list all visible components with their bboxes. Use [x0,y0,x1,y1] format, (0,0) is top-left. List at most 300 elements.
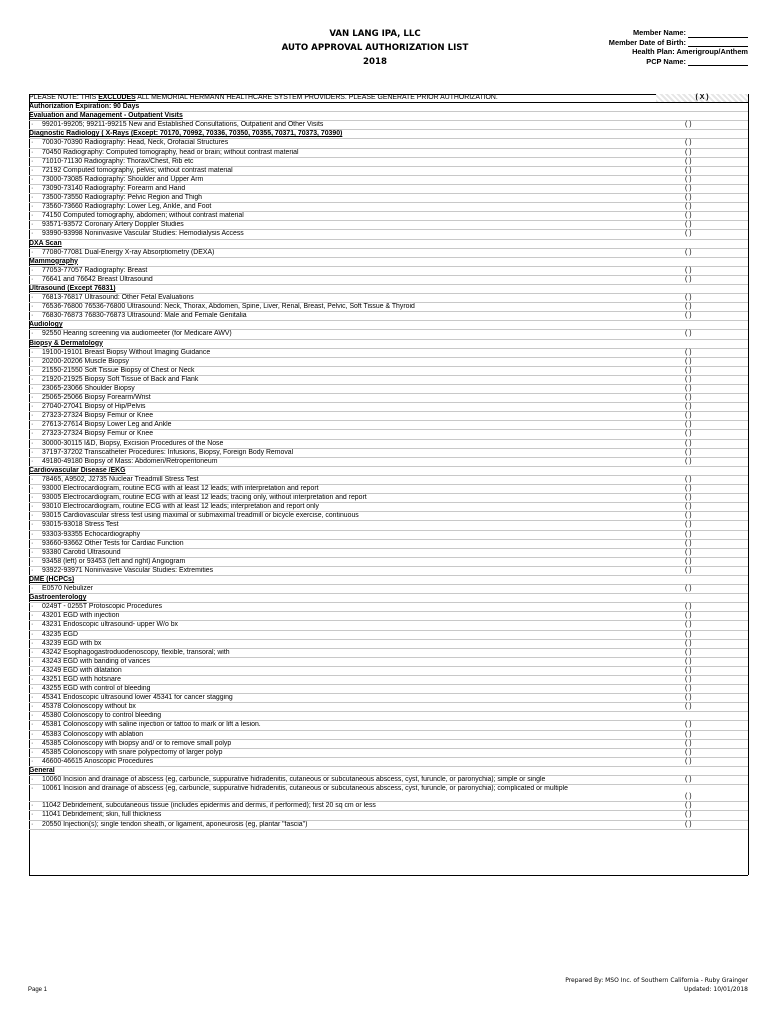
approval-checkbox[interactable]: ( ) [685,730,692,738]
procedure-description: 23065-23066 Shoulder Biopsy [42,385,135,392]
procedure-row [29,312,748,321]
section-title: Authorization Expiration: 90 Days [29,103,140,111]
procedure-row [29,349,748,358]
section-title: Diagnostic Radiology ( X-Rays (Except: 70170, 70992, 70336, 70350, 70355, 70371, 70373, 70390) [29,130,343,138]
procedure-description: 10060 Incision and drainage of abscess (eg, carbuncle, suppurative hidradenitis, cutaneous or subcutaneous abscess, cyst, furuncle, or paronychia); simple or single [42,776,546,784]
member-info-block [552,28,748,66]
procedure-row [29,267,748,276]
section-header [29,240,748,249]
procedure-row [29,776,748,785]
approval-checkbox[interactable]: ( ) [685,748,692,756]
bullet-icon: · [31,485,34,493]
procedure-description: 71010-71130 Radiography: Thorax/Chest, Rib etc [42,157,194,165]
procedure-row [29,585,748,594]
approval-checkbox[interactable]: ( ) [685,503,692,511]
title-line-list: AUTO APPROVAL AUTHORIZATION LIST [281,43,469,53]
procedure-row [29,139,748,148]
procedure-row [29,440,748,449]
bullet-icon: · [31,357,34,365]
procedure-description: 93303-93355 Echocardiography [42,530,141,538]
procedure-description: 99201-99205; 99211-99215 New and Established Consultations, Outpatient and Other Visits [42,121,324,129]
notice-emphasis: EXCLUDES [98,94,136,101]
procedure-row [29,421,748,430]
health-plan-label: Health Plan: Amerigroup/Anthem [632,47,748,57]
approval-checkbox[interactable]: ( ) [685,639,692,647]
approval-checkbox[interactable]: ( ) [685,266,692,274]
approval-checkbox[interactable]: ( ) [685,385,692,392]
pcp-name-label: PCP Name: [646,56,686,66]
procedure-description: 45341 Endoscopic ultrasound lower 45341 for cancer stagging [42,694,233,702]
bullet-icon: · [31,330,34,338]
procedure-row [29,149,748,158]
bullet-icon: · [31,639,34,647]
procedure-row [29,631,748,640]
approval-checkbox[interactable]: ( ) [685,148,692,156]
approval-checkbox[interactable]: ( ) [685,194,692,202]
procedure-row [29,394,748,403]
bullet-icon: · [31,194,34,202]
procedure-row [29,476,748,485]
procedure-row [29,821,748,830]
bullet-icon: · [31,394,34,402]
section-title: Ultrasound (Except 76831) [29,284,116,292]
procedure-row [29,740,748,749]
approval-checkbox[interactable]: ( ) [685,403,692,411]
section-title: Mammography [29,257,79,265]
procedure-description: 93990-93998 Noninvasive Vascular Studies: Hemodialysis Access [42,230,244,238]
procedure-row [29,512,748,521]
approval-checkbox[interactable]: ( ) [685,457,692,465]
health-plan-field [552,47,748,57]
procedure-description: 93000 Electrocardiogram, routine ECG with at least 12 leads; with interpretation and report [42,485,319,493]
procedure-description: 45385 Colonoscopy with biopsy and/ or to remove small polyp [42,739,232,747]
procedure-row [29,158,748,167]
approval-checkbox[interactable]: ( ) [685,412,692,420]
bullet-icon: · [31,412,34,420]
procedure-row [29,731,748,740]
procedure-description: 93380 Carotid Ultrasound [42,548,121,556]
approval-checkbox[interactable]: ( ) [685,811,692,819]
procedure-row [29,649,748,658]
approval-checkbox[interactable]: ( ) [685,793,692,801]
bullet-icon: · [31,221,34,229]
bullet-icon: · [31,430,34,438]
procedure-row [29,367,748,376]
procedure-row [29,531,748,540]
procedure-description: 43231 Endoscopic ultrasound- upper W/o bx [42,621,178,629]
section-title: Cardiovascular Disease /EKG [29,466,126,474]
rows-container [29,103,748,830]
approval-checkbox[interactable]: ( ) [685,603,692,611]
footer-credits [520,977,748,994]
approval-checkbox[interactable]: ( ) [685,703,692,711]
approval-checkbox[interactable]: ( ) [685,421,692,429]
procedure-description: 49180-49180 Biopsy of Mass: Abdomen/Retroperitoneum [42,457,218,465]
procedure-description: 76536-76800 76536-76800 Ultrasound: Neck, Thorax, Abdomen, Spine, Liver, Renal, Breast, Pelvic, Soft Tissue & Thyroid [42,303,415,311]
approval-checkbox[interactable]: ( ) [685,521,692,529]
procedure-row [29,494,748,503]
bullet-icon: · [31,603,34,611]
bullet-icon: · [31,457,34,465]
procedure-row [29,603,748,612]
bullet-icon: · [31,557,34,565]
bullet-icon: · [31,785,34,793]
procedure-description: 45380 Colonoscopy to control bleeding [42,712,162,720]
procedure-description: 46600-46615 Anoscopic Procedures [42,757,154,765]
bullet-icon: · [31,148,34,156]
approval-checkbox[interactable]: ( ) [685,557,692,565]
procedure-description: 77053-77057 Radiography: Breast [42,266,148,274]
bullet-icon: · [31,539,34,547]
title-line-year: 2018 [363,57,387,67]
bullet-icon: · [31,811,34,819]
section-title: DXA Scan [29,239,62,247]
procedure-row [29,749,748,758]
bullet-icon: · [31,275,34,283]
approval-checkbox[interactable]: ( ) [685,221,692,229]
section-header [29,767,748,776]
procedure-row [29,721,748,730]
procedure-description: 72192 Computed tomography, pelvis; without contrast material [42,166,233,174]
procedure-description: 10061 Incision and drainage of abscess (eg, carbuncle, suppurative hidradenitis, cutaneous or subcutaneous abscess, cyst, furuncle, or paronychia); complicated or multiple [42,785,568,793]
notice-text [29,94,651,102]
approval-checkbox[interactable]: ( ) [685,494,692,502]
procedure-description: 45385 Colonoscopy with snare polypectomy of larger polyp [42,748,223,756]
approval-checkbox[interactable]: ( ) [685,312,692,320]
procedure-row [29,621,748,630]
approval-checkbox[interactable]: ( ) [685,685,692,693]
notice-row [29,94,748,103]
procedure-description: 93015 Cardiovascular stress test using maximal or submaximal treadmill or bicycle exercise, continuous [42,512,359,520]
approval-checkbox[interactable]: ( ) [685,820,692,828]
procedure-row [29,458,748,467]
table-border-bottom [29,875,748,876]
procedure-description: 76641 and 76642 Breast Ultrasound [42,275,153,283]
approval-checkbox[interactable]: ( ) [685,184,692,192]
info-row [29,103,748,112]
procedure-row [29,785,748,802]
approval-checkbox[interactable]: ( ) [685,539,692,547]
procedure-row [29,567,748,576]
procedure-row [29,485,748,494]
section-title: General [29,766,55,774]
member-name-field[interactable] [552,28,748,38]
document-title [250,27,500,69]
bullet-icon: · [31,448,34,456]
procedure-row [29,276,748,285]
approval-checkbox[interactable]: ( ) [685,630,692,638]
pcp-name-line[interactable] [688,57,748,66]
member-dob-label: Member Date of Birth: [608,37,686,47]
procedure-description: 21550-21550 Soft Tissue Biopsy of Chest or Neck [42,366,195,374]
bullet-icon: · [31,166,34,174]
member-dob-field[interactable] [552,38,748,48]
procedure-description: 93010 Electrocardiogram, routine ECG with at least 12 leads; interpretation and report only [42,503,319,511]
procedure-description: 93015-93018 Stress Test [42,521,119,529]
approval-checkbox[interactable]: ( ) [685,694,692,702]
bullet-icon: · [31,802,34,810]
procedure-row [29,811,748,820]
bullet-icon: · [31,494,34,502]
member-name-line[interactable] [688,29,748,38]
bullet-icon: · [31,512,34,520]
bullet-icon: · [31,248,34,256]
approval-checkbox[interactable]: ( ) [685,612,692,620]
bullet-icon: · [31,566,34,574]
notice-checkbox[interactable]: ( X ) [656,94,748,102]
approval-checkbox[interactable]: ( ) [685,303,692,311]
bullet-icon: · [31,403,34,411]
procedure-description: 73090-73140 Radiography: Forearm and Hand [42,184,186,192]
approval-checkbox[interactable]: ( ) [685,175,692,183]
procedure-description: 76813-76817 Ultrasound: Other Fetal Evaluations [42,294,194,302]
procedure-description: 73560-73660 Radiography: Lower Leg, Ankle, and Foot [42,203,212,211]
procedure-description: 27323-27324 Biopsy Femur or Knee [42,430,154,438]
procedure-description: 20550 Injection(s); single tendon sheath, or ligament, aponeurosis (eg, plantar "fascia") [42,820,308,828]
approval-checkbox[interactable]: ( ) [685,739,692,747]
section-header [29,285,748,294]
bullet-icon: · [31,776,34,784]
approval-checkbox[interactable]: ( ) [685,512,692,520]
procedure-row [29,203,748,212]
section-header [29,130,748,139]
bullet-icon: · [31,621,34,629]
approval-checkbox[interactable]: ( ) [685,621,692,629]
procedure-row [29,249,748,258]
bullet-icon: · [31,121,34,129]
procedure-row [29,503,748,512]
approval-checkbox[interactable]: ( ) [685,566,692,574]
approval-checkbox[interactable]: ( ) [685,485,692,493]
procedure-row [29,612,748,621]
prepared-by: Prepared By: MSO Inc. of Southern California - Ruby Grainger [565,977,748,984]
procedure-description: 70030-70390 Radiography: Head, Neck, Orofacial Structures [42,139,229,147]
procedure-description: 73000-73085 Radiography: Shoulder and Upper Arm [42,175,204,183]
bullet-icon: · [31,685,34,693]
approval-checkbox[interactable]: ( ) [685,203,692,211]
procedure-row [29,194,748,203]
notice-prefix: PLEASE NOTE: THIS [29,94,99,101]
approval-checkbox[interactable]: ( ) [685,657,692,665]
approval-checkbox[interactable]: ( ) [685,448,692,456]
procedure-row [29,185,748,194]
approval-checkbox[interactable]: ( ) [685,139,692,147]
procedure-description: 27323-27324 Biopsy Femur or Knee [42,412,154,420]
procedure-row [29,685,748,694]
procedure-row [29,230,748,239]
procedure-row [29,558,748,567]
section-title: Evaluation and Management - Outpatient Visits [29,112,183,120]
approval-checkbox[interactable]: ( ) [685,230,692,238]
bullet-icon: · [31,175,34,183]
approval-checkbox[interactable]: ( ) [685,676,692,683]
bullet-icon: · [31,439,34,447]
approval-checkbox[interactable]: ( ) [685,475,692,483]
section-header [29,340,748,349]
bullet-icon: · [31,303,34,311]
approval-checkbox[interactable]: ( ) [685,802,692,810]
procedure-description: 0249T - 0255T Protoscopic Procedures [42,603,163,611]
procedure-row [29,658,748,667]
procedure-row [29,412,748,421]
section-title: Audiology [29,321,63,329]
approval-checkbox[interactable]: ( ) [685,166,692,174]
procedure-description: 93458 (left) or 93453 (left and right) Angiogram [42,557,186,565]
procedure-description: 76830-76873 76830-76873 Ultrasound: Male and Female Genitalia [42,312,247,320]
bullet-icon: · [31,739,34,747]
bullet-icon: · [31,820,34,828]
procedure-row [29,403,748,412]
bullet-icon: · [31,503,34,511]
approval-checkbox[interactable]: ( ) [685,330,692,338]
procedure-row [29,694,748,703]
approval-checkbox[interactable]: ( ) [685,548,692,556]
procedure-description: 93922-93971 Noninvasive Vascular Studies: Extremities [42,566,214,574]
bullet-icon: · [31,212,34,220]
approval-checkbox[interactable]: ( ) [685,248,692,256]
approval-checkbox[interactable]: ( ) [685,530,692,538]
bullet-icon: · [31,366,34,374]
bullet-icon: · [31,757,34,765]
procedure-description: E0570 Nebulizer [42,585,93,593]
procedure-row [29,758,748,767]
procedure-description: 78465, A9502, J2735 Nuclear Treadmill Stress Test [42,475,199,483]
procedure-description: 70450 Radiography: Computed tomography, head or brain; without contrast material [42,148,299,156]
procedure-description: 43249 EGD with dilatation [42,666,122,674]
procedure-row [29,167,748,176]
approval-checkbox[interactable]: ( ) [685,666,692,674]
approval-checkbox[interactable]: ( ) [685,757,692,765]
bullet-icon: · [31,385,34,392]
procedure-description: 43243 EGD with banding of varices [42,657,151,665]
pcp-name-field[interactable] [552,57,748,67]
bullet-icon: · [31,230,34,238]
procedure-description: 45378 Colonoscopy without bx [42,703,136,711]
procedure-row [29,549,748,558]
bullet-icon: · [31,521,34,529]
bullet-icon: · [31,694,34,702]
updated-date: Updated: 10/01/2018 [683,985,748,993]
approval-checkbox[interactable]: ( ) [685,348,692,356]
approval-checkbox[interactable]: ( ) [685,375,692,383]
procedure-row [29,294,748,303]
table-border-right [748,94,749,875]
bullet-icon: · [31,312,34,320]
bullet-icon: · [31,157,34,165]
approval-checkbox[interactable]: ( ) [685,121,692,129]
bullet-icon: · [31,748,34,756]
page-number: Page 1 [28,987,48,993]
procedure-row [29,303,748,312]
bullet-icon: · [31,630,34,638]
procedure-description: 19100-19101 Breast Biopsy Without Imaging Guidance [42,348,211,356]
procedure-description: 93660-93662 Other Tests for Cardiac Function [42,539,184,547]
section-header [29,576,748,585]
approval-checkbox[interactable]: ( ) [685,212,692,220]
procedure-row [29,330,748,339]
section-header [29,321,748,330]
procedure-description: 43201 EGD with injection [42,612,120,620]
procedure-row [29,802,748,811]
bullet-icon: · [31,666,34,674]
approval-checkbox[interactable]: ( ) [685,294,692,302]
bullet-icon: · [31,585,34,593]
bullet-icon: · [31,266,34,274]
bullet-icon: · [31,703,34,711]
procedure-row [29,430,748,439]
bullet-icon: · [31,421,34,429]
procedure-description: 27040-27041 Biopsy of Hip/Pelvis [42,403,146,411]
section-header [29,594,748,603]
approval-checkbox[interactable]: ( ) [685,776,692,784]
member-dob-line[interactable] [688,38,748,47]
procedure-description: 93005 Electrocardiogram, routine ECG with at least 12 leads; tracing only, without interpretation and report [42,494,367,502]
bullet-icon: · [31,657,34,665]
procedure-row [29,376,748,385]
procedure-description: 73500-73550 Radiography: Pelvic Region and Thigh [42,194,203,202]
approval-checkbox[interactable]: ( ) [685,439,692,447]
procedure-row [29,176,748,185]
procedure-description: 43251 EGD with hotsnare [42,676,121,683]
bullet-icon: · [31,139,34,147]
bullet-icon: · [31,648,34,656]
procedure-row [29,212,748,221]
procedure-description: 43235 EGD [42,630,79,638]
procedure-row [29,121,748,130]
section-title: DME (HCPCs) [29,575,75,583]
procedure-description: 93571-93572 Coronary Artery Doppler Studies [42,221,184,229]
approval-checkbox[interactable]: ( ) [685,366,692,374]
bullet-icon: · [31,375,34,383]
procedure-description: 30000-30115 I&D, Biopsy, Excision Procedures of the Nose [42,439,224,447]
title-line-company: VAN LANG IPA, LLC [329,29,421,39]
procedure-description: 11042 Debridement, subcutaneous tissue (includes epidermis and dermis, if performed); first 20 sq cm or less [42,802,376,810]
procedure-row [29,221,748,230]
procedure-row [29,385,748,394]
approval-checkbox[interactable]: ( ) [685,157,692,165]
bullet-icon: · [31,348,34,356]
section-header [29,467,748,476]
procedure-description: 43255 EGD with control of bleeding [42,685,151,693]
procedure-row [29,703,748,712]
authorization-table [29,94,748,830]
approval-checkbox[interactable]: ( ) [685,430,692,438]
bullet-icon: · [31,203,34,211]
section-title: Gastroenterology [29,594,87,602]
approval-checkbox[interactable]: ( ) [685,721,692,729]
procedure-description: 11041 Debridement; skin, full thickness [42,811,162,819]
procedure-description: 43242 Esophagogastroduodenoscopy, flexible, transoral; with [42,648,230,656]
section-header [29,258,748,267]
procedure-description: 45381 Colonoscopy with saline injection or tattoo to mark or lift a lesion. [42,721,261,729]
approval-checkbox[interactable]: ( ) [685,394,692,402]
procedure-row [29,358,748,367]
procedure-row [29,521,748,530]
procedure-description: 21920-21925 Biopsy Soft Tissue of Back and Flank [42,375,199,383]
procedure-description: 45383 Colonoscopy with ablation [42,730,144,738]
approval-checkbox[interactable]: ( ) [685,585,692,593]
bullet-icon: · [31,294,34,302]
approval-checkbox[interactable]: ( ) [685,357,692,365]
bullet-icon: · [31,721,34,729]
approval-checkbox[interactable]: ( ) [685,275,692,283]
procedure-row [29,712,748,721]
procedure-row [29,540,748,549]
procedure-description: 92550 Hearing screening via audiomeeter (for Medicare AWV) [42,330,232,338]
approval-checkbox[interactable]: ( ) [685,648,692,656]
notice-suffix: ALL MEMORIAL HERMANN HEALTHCARE SYSTEM PROVIDERS. PLEASE GENERATE PRIOR AUTHORIZATION. [135,94,498,101]
procedure-description: 20200-20206 Muscle Biopsy [42,357,129,365]
